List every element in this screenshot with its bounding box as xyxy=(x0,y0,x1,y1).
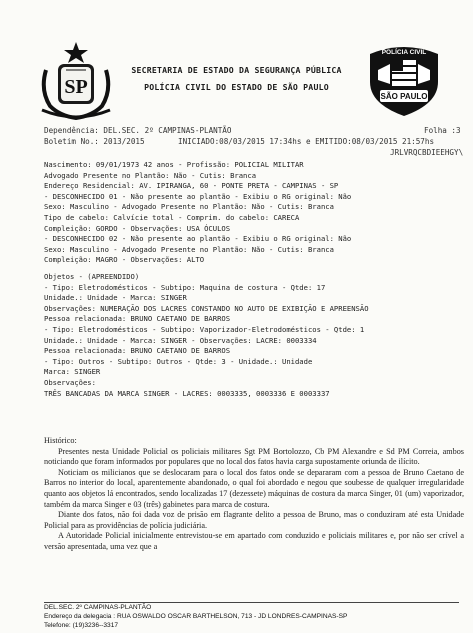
org-line-1: SECRETARIA DE ESTADO DA SEGURANÇA PÚBLICA xyxy=(131,65,342,75)
historico-label: Histórico: xyxy=(44,436,77,445)
people-line: Nascimento: 09/01/1973 42 anos - Profissão: POLICIAL MILITAR xyxy=(44,160,304,169)
objects-line: Observações: xyxy=(44,377,96,387)
people-line: - DESCONHECIDO 02 - Não presente ao plantão - Exibiu o RG original: Não xyxy=(44,234,352,244)
objects-line: Observações: NUMERAÇÃO DOS LACRES CONSTANDO NO AUTO DE EXIBIÇÃO E APREENSÃO xyxy=(44,303,369,313)
footer-divider xyxy=(44,602,459,603)
footer-address: Endereço da delegacia : RUA OSWALDO OSCAR BARTHELSON, 713 - JD LONDRES-CAMPINAS-SP xyxy=(44,613,348,620)
document-code: JRLVRQCBDIEEHGY\ xyxy=(390,148,464,157)
dependencia-label: Dependência: DEL.SEC. 2º CAMPINAS-PLANTÃO xyxy=(44,126,232,135)
objects-line: - Tipo: Eletrodomésticos - Subtipo: Maquina de costura - Qtde: 17 xyxy=(44,282,326,292)
boletim-label: Boletim No.: 2013/2015 xyxy=(44,137,145,146)
objects-line: Unidade.: Unidade - Marca: SINGER - Observações: LACRE: 0003334 xyxy=(44,335,317,345)
historico-paragraph: Diante dos fatos, não foi dada voz de prisão em flagrante delito a pessoa de Bruno, mas o conduziram até esta Unidade Policial para as providências de polícia judiciária. xyxy=(44,510,464,530)
emblem-sp-text: SP xyxy=(64,76,88,98)
footer-phone: Telefone: (19)3236--3317 xyxy=(44,622,119,629)
people-line: Advogado Presente no Plantão: Não - Cutis: Branca xyxy=(44,170,257,180)
org-line-2: POLÍCIA CIVIL DO ESTADO DE SÃO PAULO xyxy=(144,82,329,92)
timestamps-label: INICIADO:08/03/2015 17:34hs e EMITIDO:08/03/2015 21:57hs xyxy=(178,137,435,146)
objects-line: Unidade.: Unidade - Marca: SINGER xyxy=(44,293,187,303)
people-line: Endereço Residencial: AV. IPIRANGA, 60 - PONTE PRETA - CAMPINAS - SP xyxy=(44,181,339,191)
people-line: Sexo: Masculino - Advogado Presente no Plantão: Não - Cutis: Branca xyxy=(44,244,334,254)
people-line: Compleição: GORDO - Observações: USA ÓCULOS xyxy=(44,223,231,233)
objects-section xyxy=(44,272,369,399)
sao-paulo-coat-of-arms-icon xyxy=(36,40,116,120)
objects-line: Pessoa relacionada: BRUNO CAETANO DE BARROS xyxy=(44,314,231,324)
objects-line: Marca: SINGER xyxy=(44,367,101,377)
objects-line: - Tipo: Outros - Subtipo: Outros - Qtde: 3 - Unidade.: Unidade xyxy=(44,356,313,366)
historico-paragraph: Noticiam os milicianos que se deslocaram para o local dos fatos onde se depararam com a pessoa de Bruno Caetano de Barros no interior do local, aparentemente abandonado, o qual foi abordado e negou que soubesse de qualquer irregularidade quanto aos objetos lá encontrados, sendo localizadas 17 (dezessete) máquinas de costura da marca Singer, 01 (um) vaporizador, também da marca Singer e 03 (três) gabinetes para marca de costura. xyxy=(44,467,464,509)
footer-unit: DEL.SEC. 2º CAMPINAS-PLANTÃO xyxy=(44,604,152,611)
objects-line: Pessoa relacionada: BRUNO CAETANO DE BARROS xyxy=(44,346,231,356)
people-line: Sexo: Masculino - Advogado Presente no Plantão: Não - Cutis: Branca xyxy=(44,202,334,212)
people-line: Compleição: MAGRO - Observações: ALTO xyxy=(44,255,205,265)
objects-line: - Tipo: Eletrodomésticos - Subtipo: Vaporizador-Eletrodomésticos - Qtde: 1 xyxy=(44,324,365,334)
objects-line: TRÊS BANCADAS DA MARCA SINGER - LACRES: 0003335, 0003336 E 0003337 xyxy=(44,388,330,398)
badge-bottom-text: SÃO PAULO xyxy=(380,92,428,101)
policia-civil-badge-icon xyxy=(362,40,446,120)
people-line: - DESCONHECIDO 01 - Não presente ao plantão - Exibiu o RG original: Não xyxy=(44,191,352,201)
objects-line: Objetos - (APREENDIDO) xyxy=(44,272,140,281)
historico-paragraph: A Autoridade Policial inicialmente entrevistou-se em apartado com conduzido e policiais militares e, por não ser crível a versão apresentada, uma vez que a xyxy=(44,531,464,551)
historico-paragraph: Presentes nesta Unidade Policial os policiais militares Sgt PM Bortolozzo, Cb PM Alexandre e Sd PM Correia, ambos noticiando que foram informados por populares que no local dos fatos havia carga supostamente oriunda de ilícito. xyxy=(44,446,464,467)
folha-label: Folha :3 xyxy=(424,126,461,135)
badge-top-text: POLÍCIA CIVIL xyxy=(381,49,427,56)
people-line: Tipo de cabelo: Calvície total - Comprim. do cabelo: CARECA xyxy=(44,212,300,222)
people-section xyxy=(44,160,351,266)
historico-section xyxy=(44,436,464,553)
